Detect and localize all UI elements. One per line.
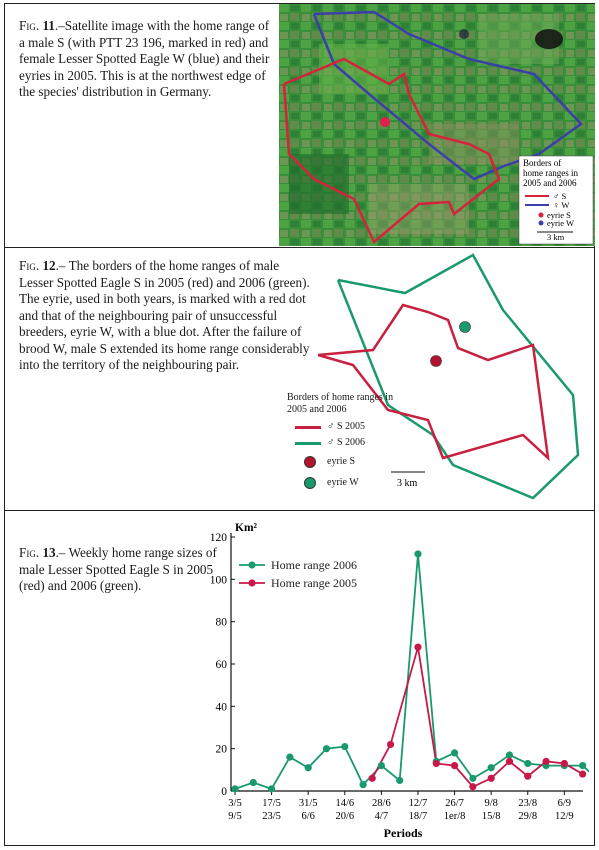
diagram-legend-item: ♂ S 2006: [327, 437, 366, 448]
map-legend-item: ♀ W: [553, 200, 570, 210]
map-legend-title-2: home ranges in: [523, 168, 578, 178]
data-point-2006: [231, 785, 238, 792]
legend-label: Home range 2005: [271, 576, 357, 590]
data-point-2006: [414, 550, 421, 557]
legend-marker: [248, 579, 255, 586]
x-tick-label: 9/8: [484, 798, 498, 809]
legend-marker: [248, 561, 255, 568]
data-point-2005: [369, 775, 376, 782]
x-tick-label: 15/8: [481, 811, 501, 822]
data-point-2006: [359, 781, 366, 788]
map-legend-item: eyrie S: [547, 210, 571, 220]
x-tick-label: 6/9: [557, 798, 572, 809]
figure-11-caption-text: .–Satellite image with the home range of a male S (with PTT 23 196, marked in red) and female Lesser Spotted Eagle W (blue) and their eyries in 2005. This is at the northwest edge of the species' distribution in Germany.: [19, 18, 270, 99]
figure-13-caption: [19, 545, 219, 595]
data-point-2005: [469, 783, 476, 790]
data-point-2006: [579, 762, 586, 769]
figure-11-caption: [19, 18, 274, 101]
figure-13-panel: [4, 511, 595, 846]
x-tick-label: 9/5: [228, 811, 242, 822]
diagram-legend-title: Borders of home ranges in 2005 and 2006: [287, 392, 394, 415]
data-point-2005: [524, 773, 531, 780]
map-legend-title-1: Borders of: [523, 158, 562, 168]
y-tick-label: 20: [215, 743, 227, 756]
data-point-2005: [561, 760, 568, 767]
figure-13-caption-text: .– Weekly home range sizes of male Lesser Spotted Eagle S in 2005 (red) and 2006 (green).: [19, 545, 217, 593]
data-point-2006: [323, 745, 330, 752]
data-point-2006: [341, 743, 348, 750]
data-point-2006: [268, 785, 275, 792]
eyrie-w-dot: [460, 322, 471, 333]
data-point-2005: [506, 758, 513, 765]
x-tick-label: 3/5: [228, 798, 242, 809]
y-axis-label: Km²: [235, 522, 257, 534]
diagram-legend-item: ♂ S 2005: [327, 421, 366, 432]
x-tick-label: 1er/8: [443, 811, 466, 822]
x-tick-label: 23/8: [518, 798, 538, 809]
eyrie-s-dot: [431, 356, 442, 367]
data-point-2005: [387, 741, 394, 748]
data-point-2006: [250, 779, 257, 786]
x-tick-label: 28/6: [372, 798, 391, 809]
map-legend-item: eyrie W: [547, 218, 574, 228]
diagram-legend-item: eyrie W: [327, 477, 359, 488]
data-point-2005: [433, 760, 440, 767]
x-tick-label: 4/7: [374, 811, 389, 822]
data-point-2006: [488, 764, 495, 771]
map-legend: [519, 156, 593, 244]
x-tick-label: 6/6: [301, 811, 315, 822]
figure-12-label: Fig. 12: [19, 258, 56, 273]
data-point-2005: [451, 762, 458, 769]
data-point-2005: [414, 643, 421, 650]
x-tick-label: 29/8: [518, 811, 538, 822]
figure-12-caption-text: .– The borders of the home ranges of male Lesser Spotted Eagle S in 2005 (red) and 2006 (green). The eyrie, used in both years, is marked with a red dot and that of the neighbouring pair of unsuccessful breeders, eyrie W, with a blue dot. After the failure of brood W, male S extended its home range considerably into the territory of the neighbouring pair.: [19, 258, 310, 372]
x-tick-label: 23/5: [262, 811, 281, 822]
y-tick-label: 40: [215, 701, 227, 714]
x-tick-label: 31/5: [298, 798, 318, 809]
data-point-2006: [451, 749, 458, 756]
map-legend-item: ♂ S: [553, 191, 567, 201]
eyrie-s-marker: [380, 117, 390, 127]
data-point-2006: [469, 775, 476, 782]
x-tick-label: 12/9: [555, 811, 574, 822]
data-point-2006: [286, 754, 293, 761]
x-tick-label: 20/6: [335, 811, 355, 822]
y-tick-label: 120: [209, 532, 227, 544]
map-scale-label: 3 km: [547, 232, 565, 242]
satellite-image-map: [279, 4, 595, 246]
figure-11-panel: [4, 3, 595, 248]
data-point-2006: [378, 762, 385, 769]
figure-12-panel: [4, 248, 595, 511]
x-axis-label: Periods: [383, 826, 423, 840]
figure-13-label: Fig. 13: [19, 545, 56, 560]
map-legend-title-3: 2005 and 2006: [523, 178, 577, 188]
figure-11-label: Fig. 11: [19, 18, 55, 33]
diagram-scale-label: 3 km: [397, 478, 418, 489]
home-range-line-chart: [209, 513, 589, 843]
data-point-2005: [542, 758, 549, 765]
data-point-2006: [524, 760, 531, 767]
x-tick-label: 17/5: [262, 798, 281, 809]
x-tick-label: 18/7: [408, 811, 428, 822]
figure-12-caption: [19, 258, 314, 374]
data-point-2005: [488, 775, 495, 782]
data-point-2006: [305, 764, 312, 771]
dark-lake-patch: [535, 29, 563, 49]
y-tick-label: 80: [215, 616, 227, 629]
diagram-legend: [287, 392, 397, 489]
data-point-2006: [506, 751, 513, 758]
y-tick-label: 100: [209, 574, 227, 587]
y-tick-label: 60: [215, 659, 227, 671]
data-point-2006: [396, 777, 403, 784]
x-tick-label: 12/7: [408, 798, 428, 809]
y-tick-label: 0: [221, 786, 227, 798]
x-tick-label: 26/7: [445, 798, 464, 809]
diagram-legend-item: eyrie S: [327, 456, 356, 467]
legend-label: Home range 2006: [271, 558, 357, 572]
data-point-2005: [579, 770, 586, 777]
x-tick-label: 14/6: [335, 798, 355, 809]
